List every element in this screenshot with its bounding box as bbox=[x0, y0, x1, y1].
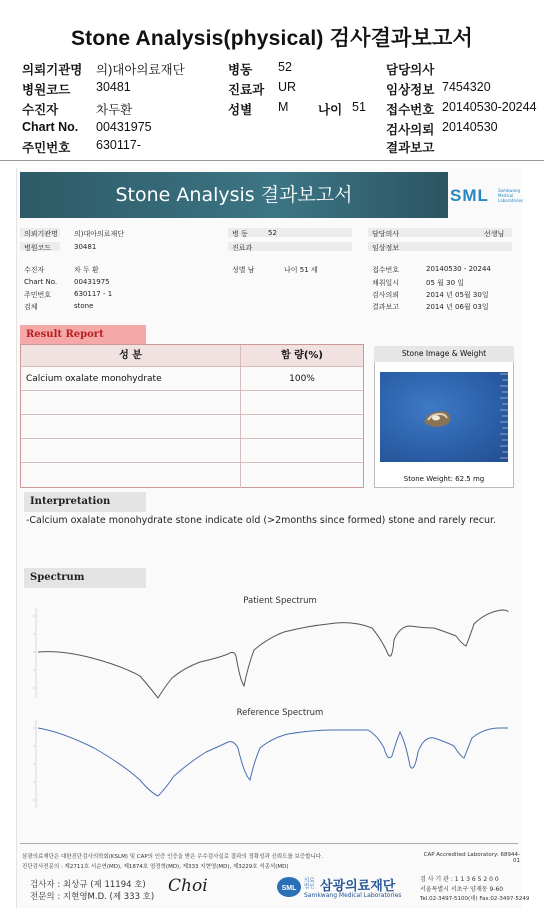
scan-hospital-code-value: 30481 bbox=[74, 243, 97, 251]
scan-id-label: 주민번호 bbox=[24, 291, 52, 299]
foundation-prefix: 의료법인 bbox=[304, 878, 315, 890]
scan-report-label: 결과보고 bbox=[372, 303, 400, 311]
scan-id-value: 630117 - 1 bbox=[74, 290, 113, 298]
scan-collect-value: 05 월 30 일 bbox=[426, 279, 465, 287]
foundation-name: 삼광의료재단 bbox=[320, 879, 396, 894]
scan-doctor-label: 담당의사 bbox=[372, 230, 400, 238]
scan-report-value: 2014 년 06월 03일 bbox=[426, 303, 489, 311]
table-header-row bbox=[21, 345, 363, 367]
spectrum-heading: Spectrum bbox=[24, 568, 146, 588]
interpretation-text: -Calcium oxalate monohydrate stone indicate old (>2months since formed) stone and rarely recur. bbox=[26, 515, 497, 526]
receipt-no-value: 20140530-20244 bbox=[442, 100, 537, 114]
dept-value: UR bbox=[278, 80, 297, 94]
scan-ward-value: 52 bbox=[268, 229, 277, 237]
dept-label: 진료과 bbox=[228, 83, 265, 97]
reference-spectrum-label: Reference Spectrum bbox=[236, 708, 324, 718]
table-header-amount: 함 량(%) bbox=[281, 350, 323, 361]
request-date-value: 20140530 bbox=[442, 120, 498, 134]
address: 서울특별시 서초구 양재동 9-60 bbox=[420, 886, 504, 893]
scan-doctor-value: 선생님 bbox=[484, 230, 505, 238]
scan-exam-value: stone bbox=[74, 302, 94, 310]
scan-ward-label: 병 동 bbox=[232, 230, 248, 238]
scan-institution-label: 의뢰기관명 bbox=[24, 230, 58, 238]
table-header-component: 성 분 bbox=[21, 345, 241, 366]
chart-no-label: Chart No. bbox=[22, 120, 79, 134]
institution-value: 의)대아의료재단 bbox=[96, 63, 185, 77]
sml-logo bbox=[450, 186, 524, 212]
clinical-info-value: 7454320 bbox=[442, 80, 491, 94]
page-title: Stone Analysis(physical) 검사결과보고서 bbox=[70, 27, 474, 50]
patient-spectrum-label: Patient Spectrum bbox=[243, 596, 317, 606]
scan-age-value: 나이 51 세 bbox=[284, 266, 318, 274]
table-row bbox=[21, 391, 363, 415]
report-banner: Stone Analysis 결과보고서 bbox=[20, 172, 448, 218]
request-date-label: 검사의뢰 bbox=[386, 123, 435, 137]
summary-fields bbox=[0, 56, 544, 155]
scan-receipt-value: 20140530 - 20244 bbox=[426, 265, 491, 273]
sml-logo-subtext: Samkwang Medical Laboratories bbox=[498, 188, 524, 203]
age-label: 나이 bbox=[318, 103, 343, 117]
scan-clinical-label: 임상정보 bbox=[372, 244, 400, 252]
ward-label: 병동 bbox=[228, 63, 253, 77]
stone-photo bbox=[380, 372, 508, 462]
receipt-no-label: 접수번호 bbox=[386, 103, 435, 117]
id-no-label: 주민번호 bbox=[22, 141, 71, 155]
foundation-logo-icon bbox=[276, 876, 302, 898]
result-report-heading: Result Report bbox=[20, 325, 146, 345]
stone-image-title: Stone Image & Weight bbox=[374, 346, 514, 362]
ward-value: 52 bbox=[278, 60, 292, 74]
age-value: 51 bbox=[352, 100, 366, 114]
footer-divider bbox=[20, 843, 518, 844]
result-table bbox=[20, 344, 364, 488]
scan-request-label: 검사의뢰 bbox=[372, 291, 400, 299]
footer-notice-2: 진단검사전문의 : 제2711호 서순연(MD), 제1874호 엄정혁(MD), 제333 지현영(MD), 제3229호 석종석(MD) bbox=[22, 864, 289, 870]
specialist: 전문의 : 지현영M.D. (제 333 호) bbox=[30, 892, 155, 902]
signature: Choi bbox=[168, 876, 208, 896]
scan-hospital-code-label: 병원코드 bbox=[24, 244, 52, 252]
scan-patient-value: 차 두 환 bbox=[74, 266, 99, 274]
foundation-en: Samkwang Medical Laboratories bbox=[304, 892, 402, 899]
hospital-code-label: 병원코드 bbox=[22, 83, 71, 97]
scan-sex-label: 성별 남 bbox=[232, 266, 255, 274]
sex-label: 성별 bbox=[228, 103, 253, 117]
tel: Tel.02-3497-5100(대) Fax.02-3497-5249 bbox=[420, 896, 530, 902]
institution-label: 의뢰기관명 bbox=[22, 63, 83, 77]
scan-institution-value: 의)대아의료재단 bbox=[74, 230, 125, 238]
id-no-value: 630117- bbox=[96, 138, 141, 152]
chart-no-value: 00431975 bbox=[96, 120, 152, 134]
sex-value: M bbox=[278, 100, 289, 114]
patient-value: 차두환 bbox=[96, 103, 133, 117]
report-label: 결과보고 bbox=[386, 141, 435, 155]
cap-accreditation: CAP Accredited Laboratory: 68944-01 bbox=[423, 852, 520, 864]
scan-receipt-label: 접수번호 bbox=[372, 266, 400, 274]
hospital-code-value: 30481 bbox=[96, 80, 131, 94]
stone-weight: Stone Weight: 62.5 mg bbox=[403, 475, 485, 483]
footer-notice-1: 삼광의료재단은 대한진단검사의학회(KSLM) 및 CAP의 인증 인증을 받은 우수검사실로 결과의 정확성과 신뢰도를 보증합니다. bbox=[22, 854, 323, 860]
clinical-info-label: 임상정보 bbox=[386, 83, 435, 97]
doctor-label: 담당의사 bbox=[386, 63, 435, 77]
sml-logo-text: SML bbox=[450, 186, 489, 205]
scan-exam-label: 검체 bbox=[24, 303, 38, 311]
patient-spectrum-plot bbox=[22, 606, 510, 702]
scan-dept-label: 진료과 bbox=[232, 244, 253, 252]
scan-collect-label: 채취일시 bbox=[372, 279, 400, 287]
scan-chart-label: Chart No. bbox=[24, 278, 58, 286]
table-row bbox=[21, 463, 363, 488]
table-row bbox=[21, 415, 363, 439]
scan-patient-label: 수진자 bbox=[24, 266, 45, 274]
reg-no: 검 사 기 관 : 1 1 3 6 5 2 0 0 bbox=[420, 876, 499, 883]
scan-request-value: 2014 년 05월 30일 bbox=[426, 291, 489, 299]
table-cell-amount: 100% bbox=[289, 374, 315, 384]
interpretation-heading: Interpretation bbox=[24, 492, 146, 512]
table-row bbox=[21, 367, 363, 391]
reference-spectrum-plot bbox=[22, 718, 510, 812]
scan-chart-value: 00431975 bbox=[74, 278, 110, 286]
table-cell-component: Calcium oxalate monohydrate bbox=[21, 367, 241, 390]
patient-label: 수진자 bbox=[22, 103, 59, 117]
examiner: 검사자 : 최상규 (제 11194 호) bbox=[30, 880, 146, 890]
table-row bbox=[21, 439, 363, 463]
stone-photo-graphic bbox=[380, 372, 508, 462]
svg-text:SML: SML bbox=[281, 885, 297, 892]
header-divider bbox=[0, 160, 544, 161]
